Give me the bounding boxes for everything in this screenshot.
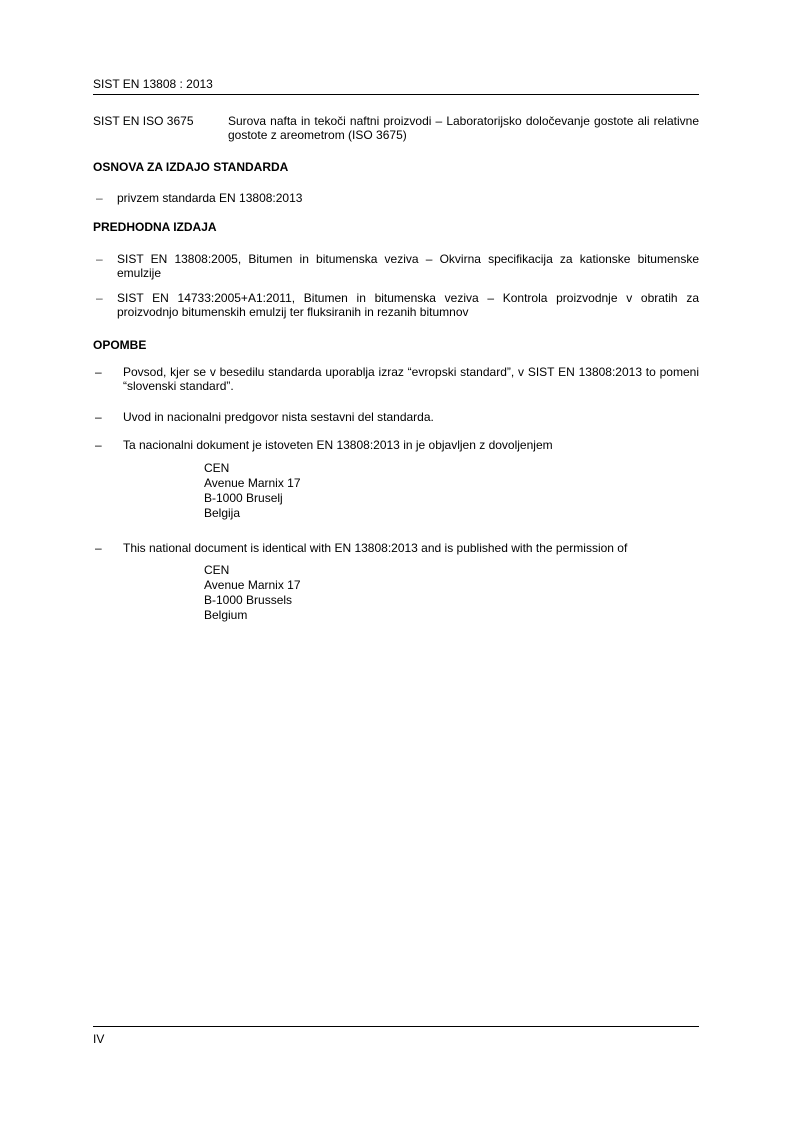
previous-edition-item: [93, 291, 699, 319]
previous-edition-item-text: SIST EN 13808:2005, Bitumen in bitumenska veziva – Okvirna specifikacija za kationske bitumenske emulzije: [117, 252, 699, 280]
bullet-dash: –: [96, 252, 103, 266]
notes-heading: OPOMBE: [93, 338, 147, 352]
page-number: IV: [93, 1032, 105, 1046]
note-dash: –: [95, 365, 102, 379]
address-line: Avenue Marnix 17: [204, 476, 301, 490]
note-dash: –: [95, 410, 102, 424]
address-line: B-1000 Bruselj: [204, 491, 283, 505]
basis-heading: OSNOVA ZA IZDAJO STANDARDA: [93, 160, 289, 174]
address-block-en: [204, 563, 301, 623]
address-block-sl: [204, 461, 301, 521]
normative-reference-row: [93, 114, 699, 142]
address-line: Avenue Marnix 17: [204, 578, 301, 592]
address-line: CEN: [204, 461, 230, 475]
basis-item: [93, 191, 699, 205]
reference-code: SIST EN ISO 3675: [93, 114, 194, 128]
note-item-text: Uvod in nacionalni predgovor nista sestavni del standarda.: [123, 410, 434, 424]
previous-edition-heading: PREDHODNA IZDAJA: [93, 220, 217, 234]
reference-description: Surova nafta in tekoči naftni proizvodi – Laboratorijsko določevanje gostote ali relativne gostote z areometrom (ISO 3675): [228, 114, 699, 142]
note-dash: –: [95, 438, 102, 452]
note-item: [93, 541, 699, 555]
note-item-text: Ta nacionalni dokument je istoveten EN 13808:2013 in je objavljen z dovoljenjem: [123, 438, 553, 452]
note-item: [93, 410, 699, 424]
note-dash: –: [95, 541, 102, 555]
address-line: CEN: [204, 563, 230, 577]
address-line: Belgium: [204, 608, 248, 622]
address-line: B-1000 Brussels: [204, 593, 293, 607]
document-page: [93, 0, 699, 1122]
note-item: [93, 438, 699, 452]
previous-edition-item: [93, 252, 699, 280]
bullet-dash: –: [96, 291, 103, 305]
basis-item-text: privzem standarda EN 13808:2013: [117, 191, 303, 205]
note-item-text: Povsod, kjer se v besedilu standarda uporablja izraz “evropski standard”, v SIST EN 13808:2013 to pomeni “slovenski standard”.: [123, 365, 699, 393]
note-item: [93, 365, 699, 393]
header-divider: [93, 94, 699, 95]
note-item-text: This national document is identical with EN 13808:2013 and is published with the permission of: [123, 541, 628, 555]
address-line: Belgija: [204, 506, 241, 520]
footer-divider: [93, 1026, 699, 1027]
bullet-dash: –: [96, 191, 103, 205]
previous-edition-item-text: SIST EN 14733:2005+A1:2011, Bitumen in bitumenska veziva – Kontrola proizvodnje v obratih za proizvodnjo bitumenskih emulzij ter fluksiranih in rezanih bitumnov: [117, 291, 699, 319]
header-document-id: SIST EN 13808 : 2013: [93, 77, 213, 91]
